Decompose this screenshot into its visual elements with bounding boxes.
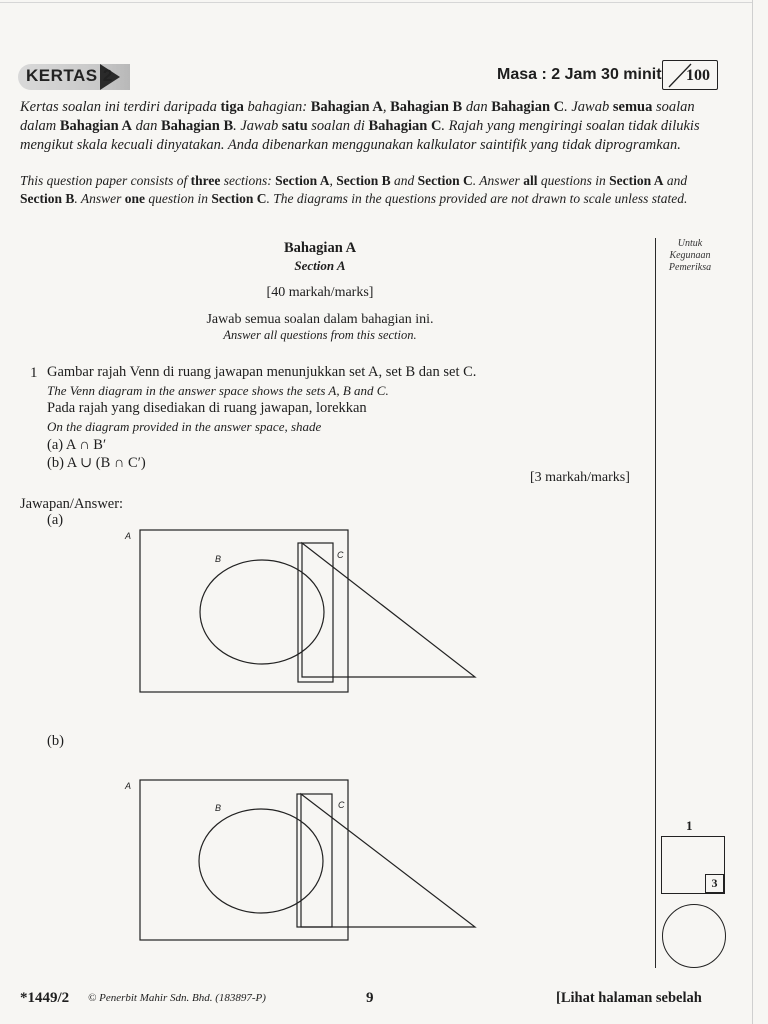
question-part-a: (a) A ∩ B′ [47,437,107,453]
examiner-score-circle[interactable] [662,904,726,968]
venn-a-set-b [200,560,324,664]
instructions-english: This question paper consists of three sections: Section A, Section B and Section C. Answer all questions in Section A and Section B. Answer one question in Section C. The diagrams in the questions provided are not drawn to scale unless stated. [20,173,688,206]
section-subtitle: Section A [294,258,346,273]
venn-diagram-b[interactable] [115,770,495,950]
question-number: 1 [30,365,38,381]
instructions-malay: Kertas soalan ini terdiri daripada tiga bahagian: Bahagian A, Bahagian B dan Bahagian C. Jawab semua soalan dalam Bahagian A dan Bahagian B. Jawab satu soalan di Bahagian C. Rajah yang mengiringi soalan tidak dilukis mengikut skala kecuali dinyatakan. Anda dibenarkan menggunakan kalkulator saintifik yang tidak diprogramkan. [20,99,700,153]
examiner-column-divider [655,238,656,968]
examiner-question-number: 1 [686,818,693,833]
venn-a-inner-rect [298,543,333,682]
venn-b-set-c [301,794,475,927]
answer-part-a-label: (a) [47,512,64,528]
question-line-english-1: The Venn diagram in the answer space shows the sets A, B and C. [47,383,389,398]
venn-b-label-c: C [338,800,345,810]
total-marks: 100 [686,67,710,84]
section-instruction-english: Answer all questions from this section. [223,328,417,342]
venn-a-label-b: B [215,554,222,564]
venn-b-label-a: A [125,781,132,791]
answer-part-b-label: (b) [47,733,64,749]
venn-a-label-c: C [337,550,344,560]
question-line-english-2: On the diagram provided in the answer space, shade [47,419,322,434]
question-line-malay-1: Gambar rajah Venn di ruang jawapan menunjukkan set A, set B dan set C. [47,364,477,380]
next-page-note: [Lihat halaman sebelah [556,990,702,1006]
exam-time: Masa : 2 Jam 30 minit [497,66,662,83]
venn-b-label-b: B [215,803,222,813]
examiner-use-label: Untuk Kegunaan Pemeriksa [668,238,712,273]
page-right-edge [752,0,753,1024]
venn-diagram-a[interactable] [115,520,495,700]
section-title: Bahagian A [283,240,357,256]
publisher: © Penerbit Mahir Sdn. Bhd. (183897-P) [88,992,266,1004]
venn-a-label-a: A [125,531,132,541]
question-part-b: (b) A ∪ (B ∩ C′) [47,455,146,471]
answer-label: Jawapan/Answer: [20,496,124,512]
examiner-max-mark: 3 [705,874,724,893]
paper-code: *1449/2 [20,990,70,1006]
section-instruction-malay: Jawab semua soalan dalam bahagian ini. [206,312,434,327]
section-marks: [40 markah/marks] [266,285,374,300]
paper-label: KERTAS 2 [26,66,113,85]
venn-b-set-b [199,809,323,913]
question-marks: [3 markah/marks] [530,470,630,485]
page-top-edge [0,2,752,3]
venn-b-set-a [140,780,348,940]
question-line-malay-2: Pada rajah yang disediakan di ruang jawapan, lorekkan [47,400,367,416]
venn-a-set-c [302,543,475,677]
page-number: 9 [366,990,374,1006]
